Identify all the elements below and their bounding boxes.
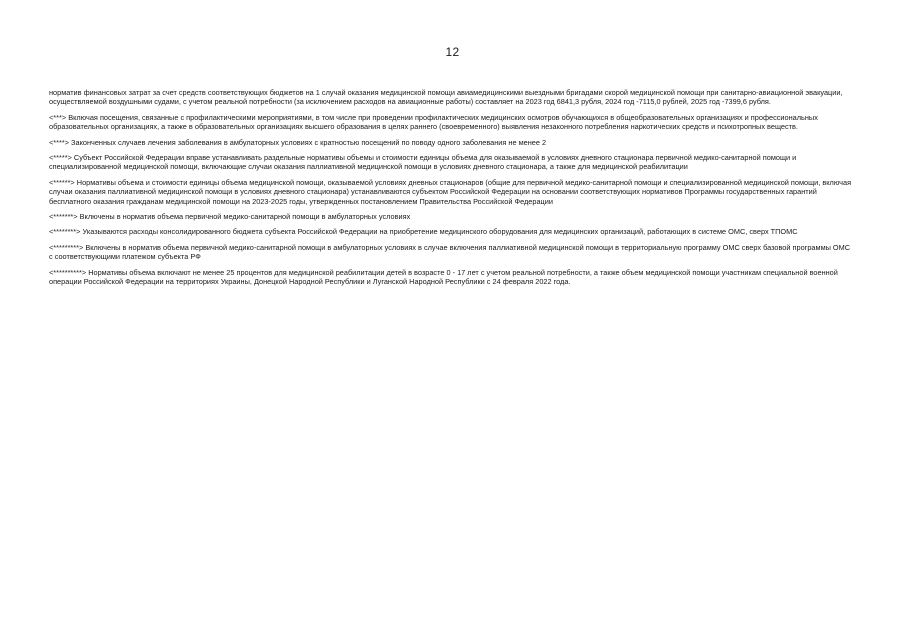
footnote-5: <*****> Субъект Российской Федерации вправе устанавливать раздельные нормативы объемы и стоимости единицы объема для оказываемой в условиях дневного стационара первичной медико-санитарной помощи и специализированной медицинской помощи, включающие случаи оказания паллиативной медицинской помощи в условиях дневного стационара, а также для медицинской реабилитации [49,153,797,172]
footnote-6: <******> Нормативы объема и стоимости единицы объема медицинской помощи, оказываемой условиях дневных стационаров (общие для первичной медико-санитарной помощи и специализированной медицинской помощи, включая случаи оказания паллиативной медицинской помощи в условиях дневного стационара) устанавливаются субъектом Российской Федерации на основании соответствующих нормативов Программы государственных гарантий бесплатного оказания гражданам медицинской помощи на 2023-2025 годы, утвержденных постановлением Правительства Российской Федерации [49,177,852,206]
footnote-3: <***> Включая посещения, связанные с профилактическими мероприятиями, в том числе при проведении профилактических медицинских осмотров обучающихся в общеобразовательных организациях и профессиональных образовательных организациях, а также в образовательных организациях высшего образования в целях раннего (своевременного) выявления незаконного потребления наркотических средств и психотропных веществ. [49,112,818,132]
footnote-9: <*********> Включены в норматив объема первичной медико-санитарной помощи в амбулаторных условиях в случае включения паллиативной медицинской помощи в территориальную программу ОМС сверх базовой программы ОМС с соответствующими платежом субъекта РФ [49,242,851,262]
footnote-10-line-1: <**********> Нормативы объема включают не менее 25 процентов для медицинской реабилитации детей в возрасте 0 - 17 лет с учетом реальной потребности, а также объем медицинской помощи участникам специальной военной [49,267,838,277]
footnote-10 [49,268,855,287]
footnote-10-line-2: операции Российской Федерации на территориях Украины, Донецкой Народной Республики и Луганской Народной Республики с 24 февраля 2022 года. [49,277,571,287]
footnote-7: <*******> Включены в норматив объема первичной медико-санитарной помощи в амбулаторных условиях [49,212,411,222]
paragraph-financial-norm: норматив финансовых затрат за счет средств соответствующих бюджетов на 1 случай оказания медицинской помощи авиамедицинскими выездными бригадами скорой медицинской помощи при санитарно-авиационной эвакуации, осуществляемой воздушными судами, с учетом реальной потребности (за исключением расходов на авиационные работы) составляет на 2023 год 6841,3 рубля, 2024 год -7115,0 рублей, 2025 год -7399,6 рубля. [49,88,843,107]
footnote-4: <****> Законченных случаев лечения заболевания в амбулаторных условиях с кратностью посещений по поводу одного заболевания не менее 2 [49,137,547,147]
footnote-8: <********> Указываются расходы консолидированного бюджета субъекта Российской Федерации на приобретение медицинского оборудования для медицинских организаций, работающих в системе ОМС, сверх ТПОМС [49,227,798,237]
page-number: 12 [445,45,460,59]
document-body [49,88,855,293]
